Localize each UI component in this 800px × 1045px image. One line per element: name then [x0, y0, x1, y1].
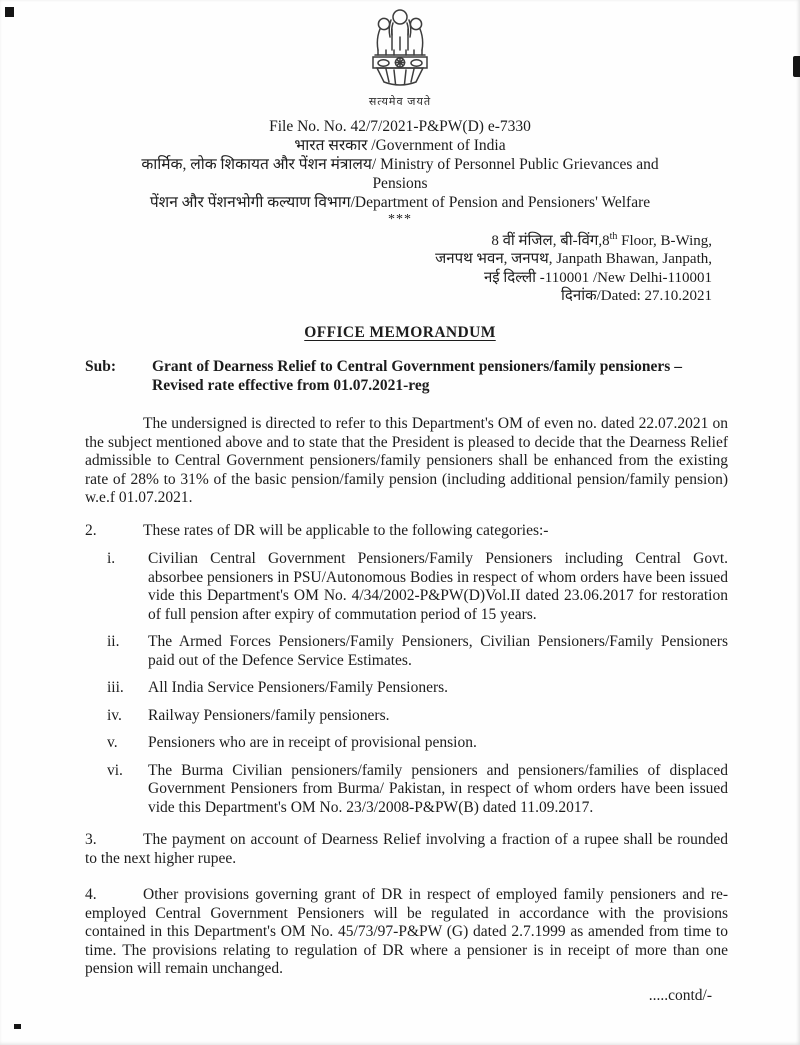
emblem-block: [0, 0, 800, 109]
stars-separator: ***: [0, 212, 800, 228]
category-number: iv.: [107, 707, 148, 726]
subject-block: [85, 358, 728, 395]
list-item: [107, 707, 728, 726]
category-text: Railway Pensioners/family pensioners.: [148, 707, 728, 726]
scan-artifact: [5, 7, 14, 17]
category-number: v.: [107, 734, 148, 753]
category-text: All India Service Pensioners/Family Pensioners.: [148, 679, 728, 698]
list-item: [107, 762, 728, 818]
address-line-2: जनपथ भवन, जनपथ, Janpath Bhawan, Janpath,: [0, 250, 712, 269]
emblem-motto: सत्यमेव जयते: [0, 96, 800, 109]
para-2: [85, 522, 728, 541]
list-item: [107, 550, 728, 624]
address-block: [0, 228, 800, 306]
category-number: vi.: [107, 762, 148, 818]
para-4-text: Other provisions governing grant of DR in respect of employed family pensioners and re-employed Central Government Pensioners will be regulated in accordance with the provisions contained in this Department's OM No. 45/73/97-P&PW (G) dated 2.7.1999 as amended from time to time. The provisions relating to regulation of DR where a pensioner is in receipt of more than one pension will remain unchanged.: [85, 886, 728, 977]
para-3-text: The payment on account of Dearness Relief involving a fraction of a rupee shall be rounded to the next higher rupee.: [85, 831, 728, 867]
scan-artifact: [793, 56, 800, 77]
para-3-number: 3.: [85, 831, 143, 850]
category-text: Pensioners who are in receipt of provisional pension.: [148, 734, 728, 753]
list-item: [107, 679, 728, 698]
contd-marker: .....contd/-: [0, 987, 800, 1045]
memo-title-row: [0, 324, 800, 343]
para-2-text: These rates of DR will be applicable to the following categories:-: [143, 522, 548, 539]
letterhead: [0, 117, 800, 228]
scan-artifact: [14, 1024, 21, 1029]
file-number: File No. No. 42/7/2021-P&PW(D) e-7330: [0, 117, 800, 136]
government-line: भारत सरकार /Government of India: [0, 136, 800, 155]
india-emblem-icon: [358, 6, 442, 90]
category-text: The Armed Forces Pensioners/Family Pensioners, Civilian Pensioners/Family Pensioners paid out of the Defence Service Estimates.: [148, 633, 728, 670]
para-4-number: 4.: [85, 886, 143, 905]
category-number: i.: [107, 550, 148, 624]
department-line: पेंशन और पेंशनभोगी कल्याण विभाग/Department of Pension and Pensioners' Welfare: [0, 193, 800, 212]
subject-label: Sub:: [85, 358, 148, 395]
list-item: [107, 633, 728, 670]
category-text: Civilian Central Government Pensioners/Family Pensioners including Central Govt. absorbee pensioners in PSU/Autonomous Bodies in respect of whom orders have been issued vide this Department's OM No. 4/34/2002-P&PW(D)Vol.II dated 23.06.2017 for restoration of full pension after expiry of commutation period of 15 years.: [148, 550, 728, 624]
category-number: ii.: [107, 633, 148, 670]
para-4: [85, 886, 728, 979]
address-line-3: नई दिल्ली -110001 /New Delhi-110001: [0, 269, 712, 288]
category-number: iii.: [107, 679, 148, 698]
address-line-1: 8 वीं मंजिल, बी-विंग,8th Floor, B-Wing,: [0, 228, 712, 251]
para-1: The undersigned is directed to refer to this Department's OM of even no. dated 22.07.2021 on the subject mentioned above and to state that the President is pleased to decide that the Dearness Relief admissible to Central Government pensioners/family pensioners shall be enhanced from the existing rate of 28% to 31% of the basic pension/family pension (including additional pension/family pension) w.e.f 01.07.2021.: [85, 415, 728, 508]
category-text: The Burma Civilian pensioners/family pensioners and pensioners/families of displaced Government Pensioners from Burma/ Pakistan, in respect of whom orders have been issued vide this Department's OM No. 23/3/2008-P&PW(B) dated 11.09.2017.: [148, 762, 728, 818]
ministry-line-2: Pensions: [0, 174, 800, 193]
ministry-line-1: कार्मिक, लोक शिकायत और पेंशन मंत्रालय/ Ministry of Personnel Public Grievances and: [0, 155, 800, 174]
para-2-number: 2.: [85, 522, 143, 541]
memo-title: OFFICE MEMORANDUM: [304, 324, 495, 343]
list-item: [107, 734, 728, 753]
para-3: [85, 831, 728, 868]
subject-text: Grant of Dearness Relief to Central Government pensioners/family pensioners – Revised rate effective from 01.07.2021-reg: [148, 358, 728, 395]
dated-line: दिनांक/Dated: 27.10.2021: [0, 287, 712, 306]
categories-list: [107, 550, 728, 817]
